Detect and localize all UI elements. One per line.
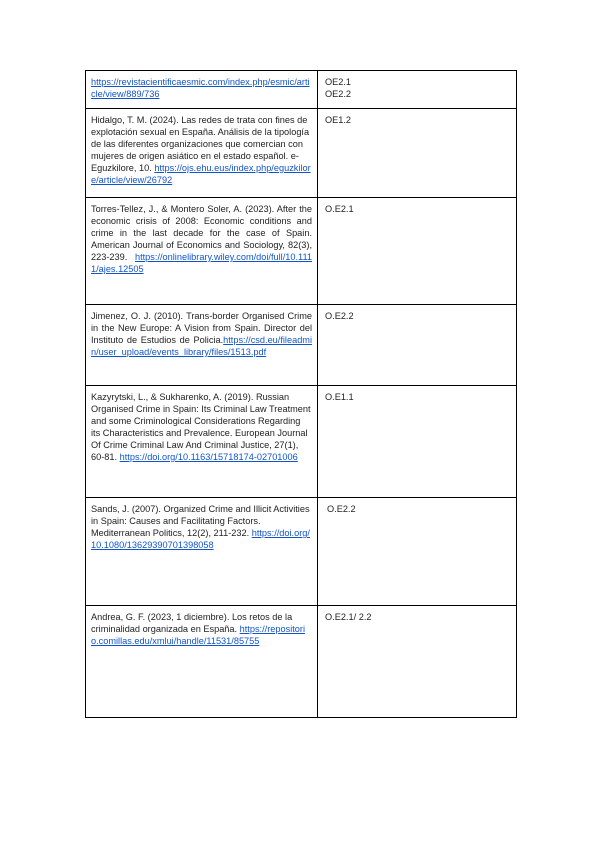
reference-cell <box>86 305 318 386</box>
objective-code-cell <box>318 305 517 386</box>
table-row <box>86 305 517 386</box>
table-row <box>86 198 517 305</box>
reference-text: Kazyrytski, L., & Sukharenko, A. (2019). Russian Organised Crime in Spain: Its Criminal Law Treatment and some Criminological Considerations Regarding its Characteristics and Prevalence. European Journal Of Crime Criminal Law And Criminal Justice, 27(1), 60-81. <box>91 392 311 462</box>
reference-link[interactable]: https://revistacientificaesmic.com/index.php/esmic/article/view/889/736 <box>91 77 310 99</box>
references-table <box>85 70 517 718</box>
objective-code: O.E1.1 <box>325 392 354 402</box>
table-row <box>86 606 517 718</box>
reference-cell <box>86 109 318 198</box>
objective-code-cell <box>318 606 517 718</box>
reference-text: Hidalgo, T. M. (2024). Las redes de trata con fines de explotación sexual en España. Análisis de la tipología de las diferentes organizaciones que comercian con mujeres de origen asiático en el estado español. e-Eguzkilore, 10. <box>91 115 310 173</box>
reference-text: Torres-Tellez, J., & Montero Soler, A. (2023). After the economic crisis of 2008: Economic conditions and crime in the last decade for the case of Spain. American Journal of Economics and Sociology, 82(3), 223-239. <box>91 204 312 262</box>
objective-code: O.E2.2 <box>325 311 354 321</box>
objective-code-cell <box>318 71 517 109</box>
objective-code: OE2.2 <box>325 89 352 99</box>
objective-code: OE1.2 <box>325 115 352 125</box>
reference-link[interactable]: https://doi.org/10.1080/13629390701398058 <box>91 528 310 550</box>
objective-code-cell <box>318 109 517 198</box>
objective-code: O.E2.1/ 2.2 <box>325 612 372 622</box>
reference-cell <box>86 198 318 305</box>
table-row <box>86 386 517 498</box>
reference-text: Sands, J. (2007). Organized Crime and Illicit Activities in Spain: Causes and Facilitating Factors. Mediterranean Politics, 12(2), 211-232. <box>91 504 310 538</box>
objective-code: OE2.1 <box>325 77 352 87</box>
objective-code: O.E2.1 <box>325 204 354 214</box>
reference-cell <box>86 606 318 718</box>
table-row <box>86 109 517 198</box>
reference-text: Jimenez, O. J. (2010). Trans-border Organised Crime in the New Europe: A Vision from Spain. Director del Instituto de Estudios de Policia. <box>91 311 312 345</box>
table-row <box>86 71 517 109</box>
reference-cell <box>86 71 318 109</box>
table-row <box>86 498 517 606</box>
reference-link[interactable]: https://ojs.ehu.eus/index.php/eguzkilore/article/view/26792 <box>91 163 311 185</box>
objective-code: O.E2.2 <box>327 504 356 514</box>
objective-code-cell <box>318 198 517 305</box>
reference-cell <box>86 498 318 606</box>
reference-link[interactable]: https://csd.eu/fileadmin/user_upload/events_library/files/1513.pdf <box>91 335 312 357</box>
objective-code-cell <box>318 386 517 498</box>
reference-link[interactable]: https://onlinelibrary.wiley.com/doi/full/10.1111/ajes.12505 <box>91 252 312 274</box>
objective-code-cell <box>318 498 517 606</box>
reference-cell <box>86 386 318 498</box>
reference-text: Andrea, G. F. (2023, 1 diciembre). Los retos de la criminalidad organizada en España. <box>91 612 293 634</box>
reference-link[interactable]: https://doi.org/10.1163/15718174-02701006 <box>119 452 298 462</box>
reference-link[interactable]: https://repositorio.comillas.edu/xmlui/handle/11531/85755 <box>91 624 306 646</box>
